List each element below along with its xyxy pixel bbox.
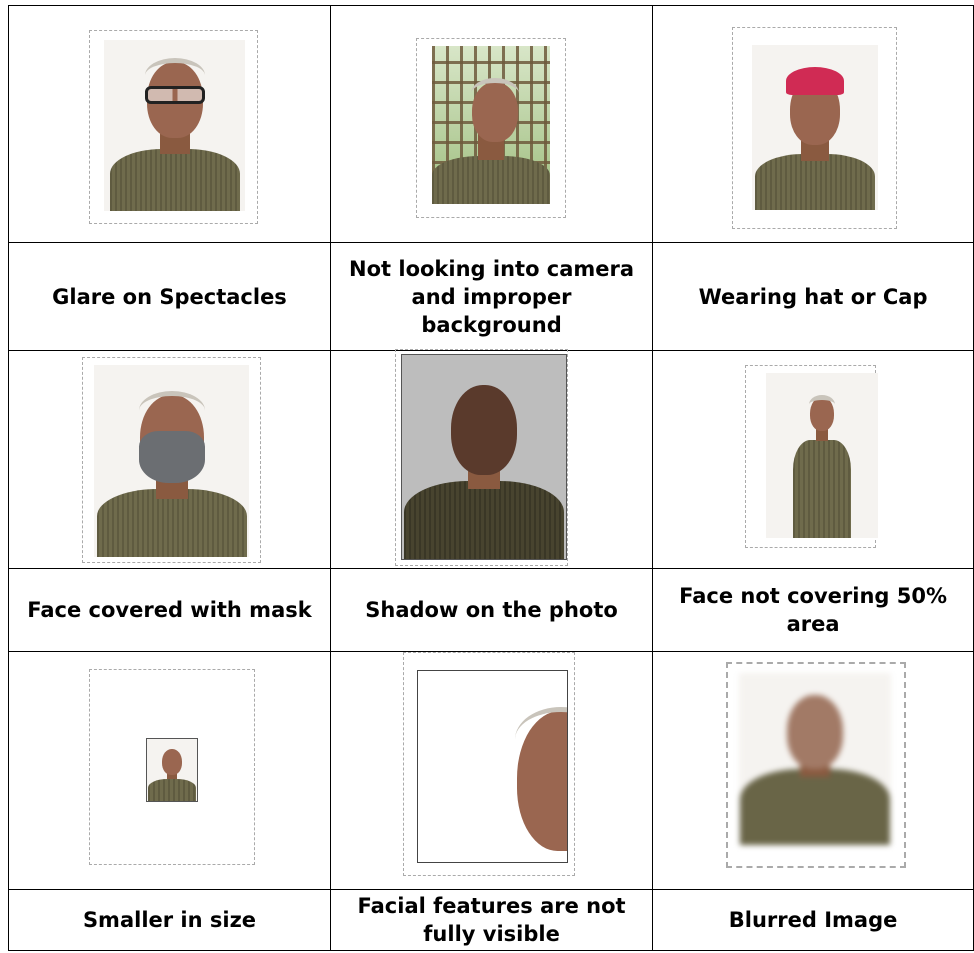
cropped-face-photo bbox=[417, 670, 568, 863]
photo-row bbox=[9, 652, 974, 890]
mask-photo bbox=[94, 365, 249, 557]
cap-photo bbox=[752, 45, 878, 210]
caption-text: Wearing hat or Cap bbox=[698, 284, 928, 309]
label-row bbox=[9, 890, 974, 951]
photo-cell-blurred bbox=[653, 652, 974, 890]
side-look-photo bbox=[432, 46, 550, 204]
caption-text: Face not covering 50% area bbox=[679, 584, 948, 636]
caption-small bbox=[9, 890, 331, 951]
caption-shadow bbox=[330, 569, 652, 652]
label-row bbox=[9, 569, 974, 652]
caption-text: Smaller in size bbox=[82, 908, 257, 932]
photo-cell-shadow bbox=[330, 351, 652, 569]
label-row bbox=[9, 243, 974, 351]
photo-cell-cap bbox=[653, 6, 974, 243]
caption-side-look bbox=[330, 243, 652, 351]
blurred-photo bbox=[739, 673, 891, 845]
caption-far-away bbox=[653, 569, 974, 652]
photo-row bbox=[9, 351, 974, 569]
caption-mask bbox=[9, 569, 331, 652]
caption-text: Glare on Spectacles bbox=[52, 284, 287, 309]
small-photo bbox=[146, 738, 198, 802]
caption-glare bbox=[9, 243, 331, 351]
caption-text: Shadow on the photo bbox=[365, 598, 618, 622]
photo-row bbox=[9, 6, 974, 243]
photo-cell-mask bbox=[9, 351, 331, 569]
caption-blurred bbox=[653, 890, 974, 951]
photo-cell-cropped bbox=[330, 652, 652, 890]
photo-cell-glare bbox=[9, 6, 331, 243]
far-away-photo bbox=[766, 373, 878, 538]
photo-guidelines-table bbox=[8, 5, 974, 951]
caption-text: Facial features are not fully visible bbox=[357, 894, 626, 946]
photo-cell-side-look bbox=[330, 6, 652, 243]
shadow-photo bbox=[401, 354, 567, 560]
caption-text: Not looking into camera and improper background bbox=[349, 256, 635, 337]
photo-cell-small bbox=[9, 652, 331, 890]
caption-cropped bbox=[330, 890, 652, 951]
glare-spectacles-photo bbox=[104, 40, 245, 211]
caption-text: Face covered with mask bbox=[27, 598, 312, 622]
caption-cap bbox=[653, 243, 974, 351]
caption-text: Blurred Image bbox=[728, 908, 898, 932]
photo-cell-far-away bbox=[653, 351, 974, 569]
